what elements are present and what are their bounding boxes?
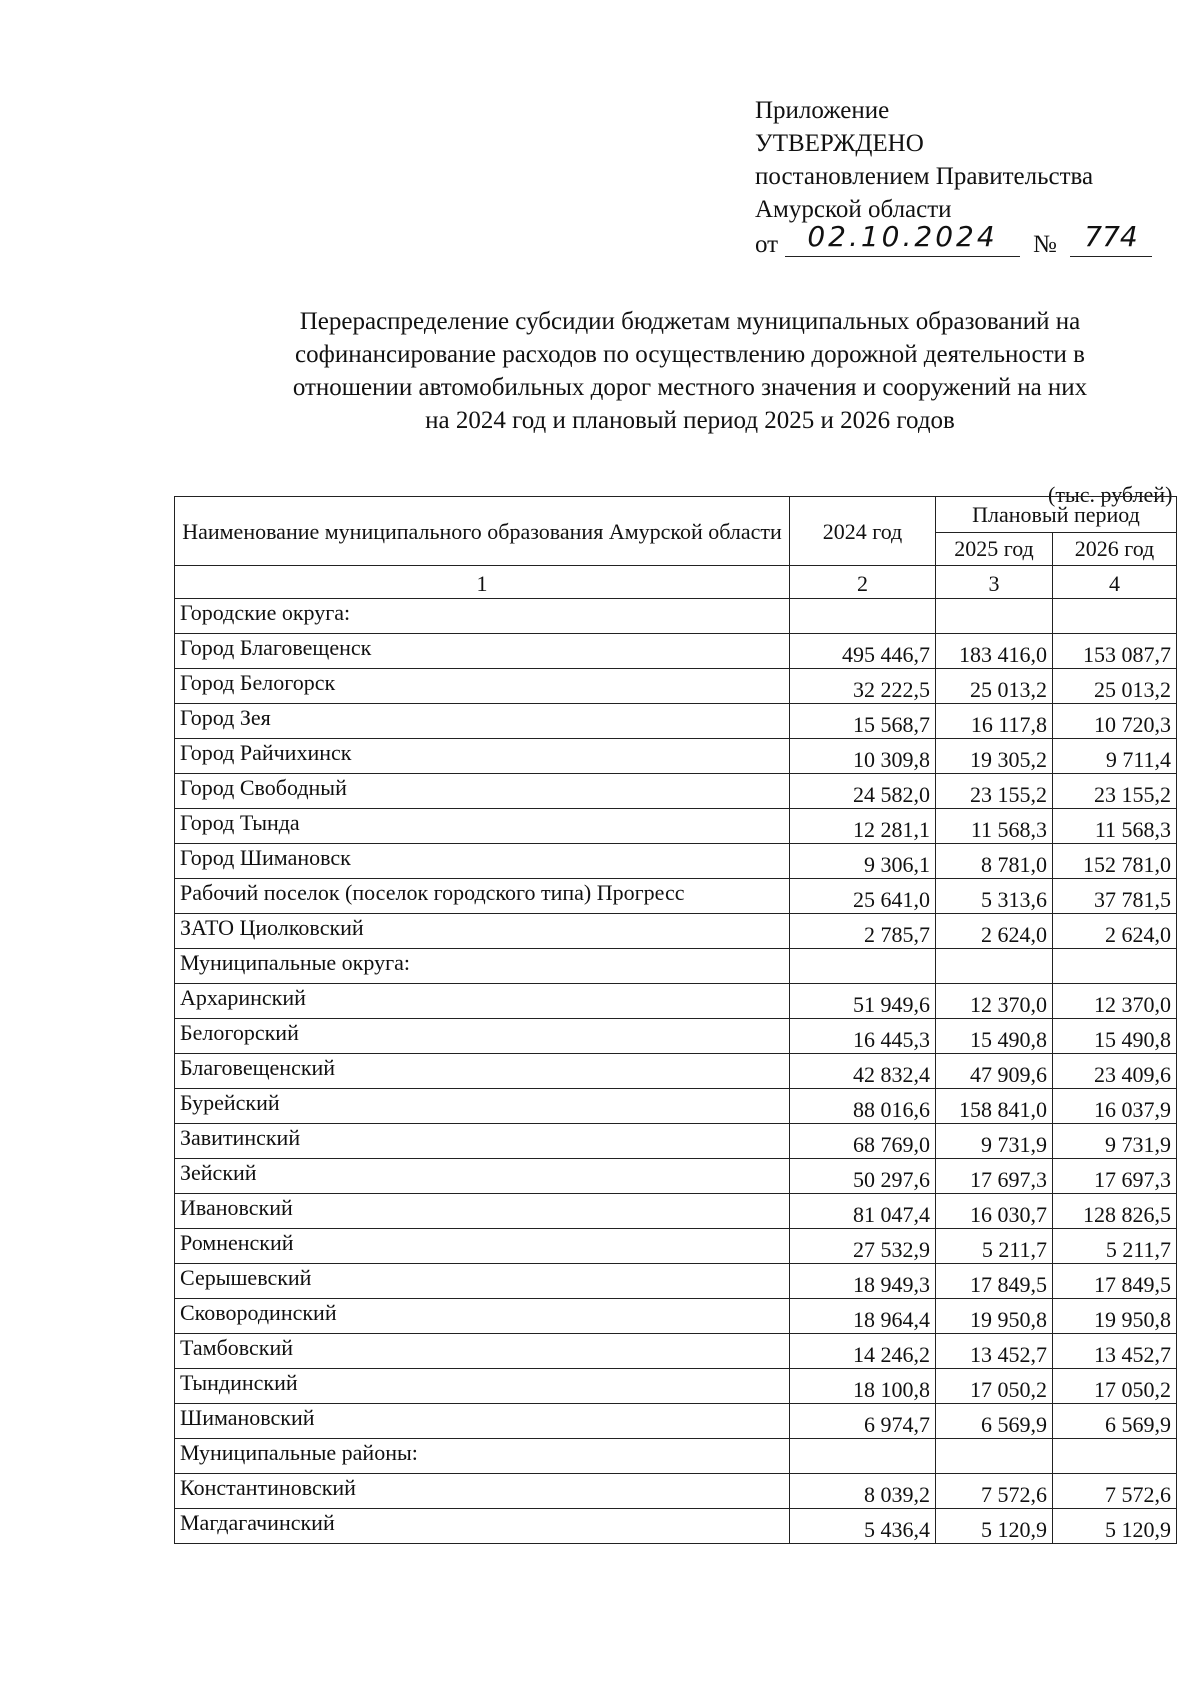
column-index: 2 [790,566,936,599]
table-row [175,739,1177,774]
municipality-name: Благовещенский [175,1054,790,1089]
section-row [175,1439,1177,1474]
value-2025: 17 697,3 [936,1159,1053,1194]
subsidy-table [174,496,1177,1544]
municipality-name: Бурейский [175,1089,790,1124]
table-row [175,1369,1177,1404]
table-row [175,1124,1177,1159]
approval-resolution: постановлением Правительства [755,163,1094,190]
value-2025: 8 781,0 [936,844,1053,879]
value-2024 [790,1439,936,1474]
value-2025: 7 572,6 [936,1474,1053,1509]
value-2026: 37 781,5 [1053,879,1177,914]
municipality-name: Ивановский [175,1194,790,1229]
municipality-name: Константиновский [175,1474,790,1509]
value-2024: 25 641,0 [790,879,936,914]
municipality-name: Тамбовский [175,1334,790,1369]
title-line-4: на 2024 год и плановый период 2025 и 2026 годов [425,407,955,434]
value-2024: 6 974,7 [790,1404,936,1439]
municipality-name: Тындинский [175,1369,790,1404]
municipality-name: Город Белогорск [175,669,790,704]
municipality-name: Белогорский [175,1019,790,1054]
value-2025: 9 731,9 [936,1124,1053,1159]
approval-appendix: Приложение [755,97,890,124]
value-2025: 6 569,9 [936,1404,1053,1439]
value-2025: 19 305,2 [936,739,1053,774]
value-2025: 13 452,7 [936,1334,1053,1369]
table-row [175,1264,1177,1299]
column-index-row [175,566,1177,599]
municipality-name: Архаринский [175,984,790,1019]
table-row [175,1404,1177,1439]
table-row [175,774,1177,809]
value-2024: 16 445,3 [790,1019,936,1054]
table-row [175,704,1177,739]
value-2024 [790,949,936,984]
value-2024: 68 769,0 [790,1124,936,1159]
value-2024: 24 582,0 [790,774,936,809]
value-2026: 9 711,4 [1053,739,1177,774]
value-2024: 15 568,7 [790,704,936,739]
value-2025: 19 950,8 [936,1299,1053,1334]
value-2024: 32 222,5 [790,669,936,704]
header-2026: 2026 год [1053,532,1177,566]
value-2026: 153 087,7 [1053,634,1177,669]
value-2024: 27 532,9 [790,1229,936,1264]
column-index: 4 [1053,566,1177,599]
table-row [175,844,1177,879]
table-row [175,634,1177,669]
title-line-1: Перераспределение субсидии бюджетам муниципальных образований на [299,308,1081,335]
value-2024: 18 949,3 [790,1264,936,1299]
value-2024: 18 964,4 [790,1299,936,1334]
value-2026 [1053,599,1177,634]
municipality-name: Ромненский [175,1229,790,1264]
table-row [175,1019,1177,1054]
municipality-name: Город Райчихинск [175,739,790,774]
municipality-name: Город Зея [175,704,790,739]
municipality-name: Город Благовещенск [175,634,790,669]
municipality-name: Город Шимановск [175,844,790,879]
value-2024: 42 832,4 [790,1054,936,1089]
value-2026: 19 950,8 [1053,1299,1177,1334]
value-2026: 16 037,9 [1053,1089,1177,1124]
section-row [175,599,1177,634]
value-2025: 17 050,2 [936,1369,1053,1404]
value-2026: 9 731,9 [1053,1124,1177,1159]
municipality-name: ЗАТО Циолковский [175,914,790,949]
value-2026 [1053,949,1177,984]
municipality-name: Рабочий поселок (поселок городского типа) Прогресс [175,879,790,914]
table-row [175,809,1177,844]
value-2025: 16 117,8 [936,704,1053,739]
value-2024: 88 016,6 [790,1089,936,1124]
municipality-name: Город Тында [175,809,790,844]
municipality-name: Зейский [175,1159,790,1194]
document-title [200,305,1180,437]
value-2026: 2 624,0 [1053,914,1177,949]
value-2026: 12 370,0 [1053,984,1177,1019]
value-2024: 9 306,1 [790,844,936,879]
approval-date-number [755,220,1138,262]
table-row [175,984,1177,1019]
table-row [175,1474,1177,1509]
value-2026: 6 569,9 [1053,1404,1177,1439]
section-row [175,949,1177,984]
value-2024: 8 039,2 [790,1474,936,1509]
value-2025: 15 490,8 [936,1019,1053,1054]
value-2025: 11 568,3 [936,809,1053,844]
title-line-3: отношении автомобильных дорог местного значения и сооружений на них [292,374,1088,401]
value-2025: 25 013,2 [936,669,1053,704]
value-2025: 5 211,7 [936,1229,1053,1264]
table-row [175,1509,1177,1544]
municipality-name: Серышевский [175,1264,790,1299]
value-2025: 5 120,9 [936,1509,1053,1544]
value-2025: 17 849,5 [936,1264,1053,1299]
value-2025: 2 624,0 [936,914,1053,949]
municipality-name: Сковородинский [175,1299,790,1334]
value-2025 [936,599,1053,634]
value-2024: 18 100,8 [790,1369,936,1404]
value-2024: 5 436,4 [790,1509,936,1544]
value-2026 [1053,1439,1177,1474]
municipality-name: Городские округа: [175,599,790,634]
header-2025: 2025 год [936,532,1053,566]
number-sign: № [1033,231,1057,258]
value-2026: 17 697,3 [1053,1159,1177,1194]
header-2024: 2024 год [790,497,936,566]
value-2025: 47 909,6 [936,1054,1053,1089]
value-2024 [790,599,936,634]
value-2025 [936,949,1053,984]
approval-block [755,94,1138,262]
value-2024: 50 297,6 [790,1159,936,1194]
value-2025: 158 841,0 [936,1089,1053,1124]
value-2026: 17 050,2 [1053,1369,1177,1404]
value-2026: 13 452,7 [1053,1334,1177,1369]
value-2026: 25 013,2 [1053,669,1177,704]
municipality-name: Муниципальные районы: [175,1439,790,1474]
value-2026: 15 490,8 [1053,1019,1177,1054]
table-row [175,1194,1177,1229]
title-line-2: софинансирование расходов по осуществлению дорожной деятельности в [295,341,1085,368]
table-row [175,914,1177,949]
value-2025: 12 370,0 [936,984,1053,1019]
handwritten-number: 774 [1070,220,1152,257]
table-row [175,1229,1177,1264]
value-2026: 11 568,3 [1053,809,1177,844]
municipality-name: Город Свободный [175,774,790,809]
value-2024: 10 309,8 [790,739,936,774]
value-2026: 23 155,2 [1053,774,1177,809]
table-row [175,879,1177,914]
value-2025: 16 030,7 [936,1194,1053,1229]
value-2025: 5 313,6 [936,879,1053,914]
value-2024: 12 281,1 [790,809,936,844]
date-prefix: от [755,231,779,258]
table-row [175,1334,1177,1369]
municipality-name: Шимановский [175,1404,790,1439]
value-2024: 81 047,4 [790,1194,936,1229]
value-2024: 51 949,6 [790,984,936,1019]
approval-approved: УТВЕРЖДЕНО [755,130,924,157]
header-planned-period: Плановый период [936,497,1177,533]
value-2025: 23 155,2 [936,774,1053,809]
table-row [175,1089,1177,1124]
header-name: Наименование муниципального образования Амурской области [175,497,790,566]
value-2025 [936,1439,1053,1474]
value-2026: 5 211,7 [1053,1229,1177,1264]
column-index: 3 [936,566,1053,599]
units-label: (тыс. рублей) [1048,482,1173,507]
value-2026: 5 120,9 [1053,1509,1177,1544]
table-row [175,669,1177,704]
column-index: 1 [175,566,790,599]
value-2024: 2 785,7 [790,914,936,949]
municipality-name: Завитинский [175,1124,790,1159]
value-2026: 23 409,6 [1053,1054,1177,1089]
value-2026: 10 720,3 [1053,704,1177,739]
approval-region: Амурской области [755,196,952,223]
table-body [175,599,1177,1544]
table-row [175,1159,1177,1194]
table-row [175,1054,1177,1089]
value-2024: 14 246,2 [790,1334,936,1369]
value-2026: 128 826,5 [1053,1194,1177,1229]
value-2025: 183 416,0 [936,634,1053,669]
municipality-name: Магдагачинский [175,1509,790,1544]
handwritten-date: 02.10.2024 [785,220,1020,257]
table-row [175,1299,1177,1334]
value-2026: 7 572,6 [1053,1474,1177,1509]
value-2026: 17 849,5 [1053,1264,1177,1299]
value-2024: 495 446,7 [790,634,936,669]
value-2026: 152 781,0 [1053,844,1177,879]
municipality-name: Муниципальные округа: [175,949,790,984]
